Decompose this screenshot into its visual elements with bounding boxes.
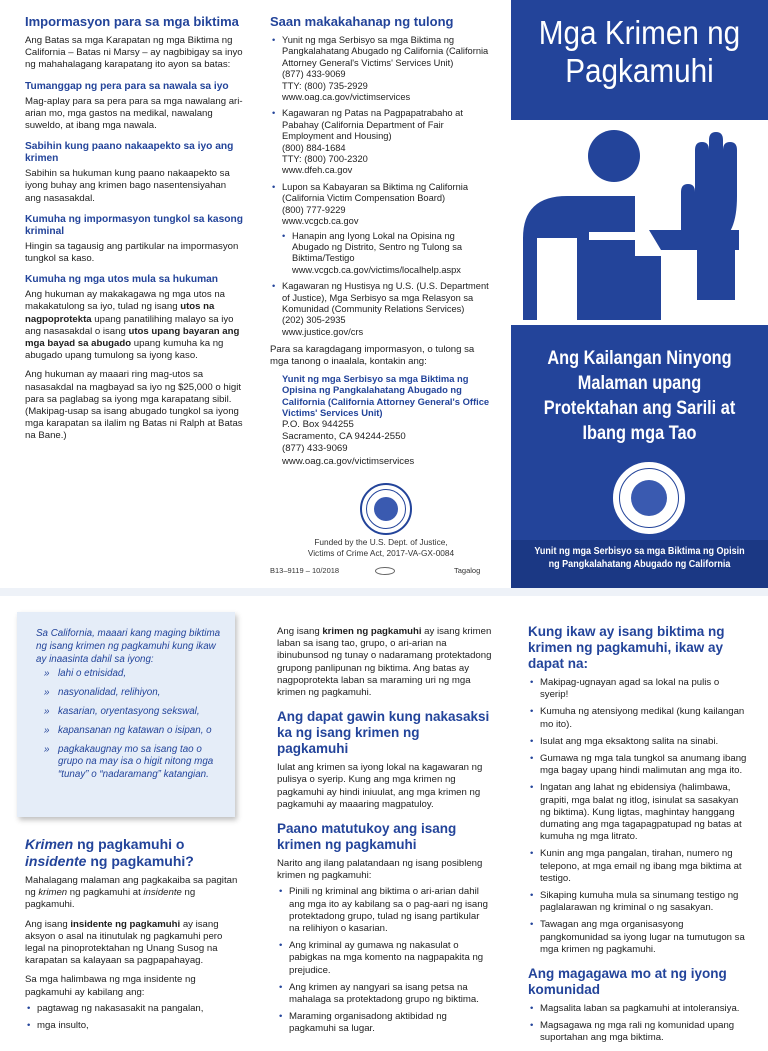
section-heading: Sabihin kung paano nakaapekto sa iyo ang krimen xyxy=(25,141,234,165)
community-heading: Ang magagawa mo at ng iyong komunidad xyxy=(528,966,727,998)
incident-example: • mga insulto, xyxy=(37,1020,240,1032)
union-bug-icon xyxy=(375,567,395,575)
agency-item: • Kagawaran ng Patas na Pagpapatrabaho at Pabahay (California Department of Fair Employment and Housing) (800) 884-1684 TTY: (800) 700-2320 www.dfeh.ca.gov xyxy=(282,108,492,176)
incident-example: • pagtawag ng nakasasakit na pangalan, xyxy=(37,1003,240,1015)
court-orders-paragraph: Ang hukuman ay makakagawa ng mga utos na makakatulong sa iyo, tulad ng isang utos na nagpoprotekta upang panatilihing malayo sa iyo ang nasasakdal o isang utos upang bayaran ang mga bayad sa abugado upang kumuha ka ng abugado upang tumulong sa iyong kaso. xyxy=(25,289,240,362)
hero-illustration xyxy=(511,120,768,325)
cover-footer xyxy=(511,540,768,592)
callout-item: » lahi o etnisidad, xyxy=(58,668,223,681)
indicator-list xyxy=(277,886,492,1035)
callout-list xyxy=(36,668,223,782)
victim-step: • Gumawa ng mga tala tungkol sa anumang ibang mga bagay upang hindi malimutan ang mga ito. xyxy=(540,753,750,777)
section-body: Sabihin sa hukuman kung paano nakaapekto sa iyong buhay ang krimen bago nasentensiyahan ang nasasakdal. xyxy=(25,168,230,204)
contact-link[interactable]: www.oag.ca.gov/victimservices xyxy=(282,455,415,467)
victim-info-heading: Impormasyon para sa mga biktima xyxy=(25,14,239,29)
callout-item: » pagkakaugnay mo sa isang tao o grupo na may isa o higit nitong mga “tunay” o “nadaramang” katangian. xyxy=(58,744,223,782)
agency-item: • Lupon sa Kabayaran sa Biktima ng California (California Victim Compensation Board) (800) 777-9229 www.vcgcb.ca.gov • Hanapin ang Iyong Lokal na Opisina ng Abugado ng Distrito, Sentro ng Tulong sa Biktima/Testigo www.vcgcb.ca.gov/victims/localhelp.aspx xyxy=(282,182,492,276)
indicator-item: • Ang krimen ay nangyari sa isang petsa na mahalaga sa protektadong grupo ng biktima. xyxy=(289,982,492,1006)
victim-step: • Sikaping kumuha mula sa sinumang testigo ng paglalarawan ng kriminal o ng sasakyan. xyxy=(540,890,750,914)
distinction-paragraph: Mahalagang malaman ang pagkakaiba sa pagitan ng krimen ng pagkamuhi at insidente ng pagkamuhi. xyxy=(25,875,238,911)
agency-link[interactable]: www.dfeh.ca.gov xyxy=(282,165,353,176)
indicator-item: • Maraming organisadong aktibidad ng pagkamuhi sa lugar. xyxy=(289,1011,492,1035)
victim-step: • Makipag-ugnayan agad sa lokal na pulis o syerip! xyxy=(540,677,750,701)
agency-link[interactable]: www.vcgcb.ca.gov xyxy=(282,216,359,227)
community-item: • Magsalita laban sa pagkamuhi at intoleransiya. xyxy=(540,1003,750,1015)
hate-crime-definition: Ang isang krimen ng pagkamuhi ay isang krimen laban sa isang tao, grupo, o ari-arian na ibinubunsod ng tunay o nadaramang protektadong grupong panlipunan ng biktima. Ang batas ay nagpoprotekta laban sa maraming uri ng mga krimen ng pagkamuhi. xyxy=(277,626,492,699)
callout-box xyxy=(17,612,235,817)
form-code: B13–9119 – 10/2018 xyxy=(270,566,340,575)
victim-step: • Ingatan ang lahat ng ebidensiya (halimbawa, grapiti, mga balat ng itlog, isinulat sa sasakyan ng biktima). Kung ligtas, maghintay hanggang dumating ang mga tagapagpatupad ng batas at kumuha ng mga litrato. xyxy=(540,782,750,843)
callout-item: » kasarian, oryentasyong sekswal, xyxy=(58,706,223,719)
agency-item: • Yunit ng mga Serbisyo sa mga Biktima ng Pangkalahatang Abugado ng California (California Attorney General's Victims' Services Unit) (877) 433-9069 TTY: (800) 735-2929 www.oag.ca.gov/victimservices xyxy=(282,35,492,103)
column-crime-vs-incident xyxy=(25,836,240,1038)
callout-intro: Sa California, maaari kang maging biktima ng isang krimen ng pagkamuhi kung ikaw ay inaasinta dahil sa iyong: xyxy=(36,628,221,665)
incident-examples-list xyxy=(25,1003,240,1032)
ag-seal-icon xyxy=(611,460,687,536)
victim-step: • Tawagan ang mga organisasyong pangkomunidad sa iyong lugar na tumutugon sa mga krimen ng pagkamuhi. xyxy=(540,919,750,956)
victim-step: • Isulat ang mga eksaktong salita na sinabi. xyxy=(540,736,750,748)
fold-gap xyxy=(0,588,768,596)
contact-address-line: Sacramento, CA 94244-2550 xyxy=(282,431,406,443)
section-heading: Kumuha ng mga utos mula sa hukuman xyxy=(25,274,219,286)
more-info-text: Para sa karagdagang impormasyon, o tulong sa mga tanong o inaalala, kontakin ang: xyxy=(270,344,475,368)
contact-unit-name: Yunit ng mga Serbisyo sa mga Biktima ng Opisina ng Pangkalahatang Abugado ng California (California Attorney General's Office Victims' Services Unit) xyxy=(282,372,490,419)
cover-footer-text: Yunit ng mga Serbisyo sa mga Biktima ng Opisin ng Pangkalahatang Abugado ng California xyxy=(534,545,745,570)
victim-steps-list xyxy=(528,677,750,956)
column-victim-steps xyxy=(528,624,750,1051)
agency-sub-list xyxy=(282,231,492,277)
funding-note: Funded by the U.S. Dept. of Justice, Victims of Crime Act, 2017-VA-GX-0084 xyxy=(307,537,455,558)
indicator-item: • Pinili ng kriminal ang biktima o ari-arian dahil ang mga ito ay kabilang sa o pag-aari ng isang protektadong grupo, tulad ng isang partikular na relihiyon o kasarian. xyxy=(289,886,492,935)
cover-panel xyxy=(511,0,768,592)
section-body: Hingin sa tagausig ang partikular na impormasyon tungkol sa kaso. xyxy=(25,240,239,265)
victim-step: • Kumuha ng atensiyong medikal (kung kailangan mo ito). xyxy=(540,706,750,730)
agency-list xyxy=(270,35,492,338)
civil-rights-paragraph: Ang hukuman ay maaari ring mag-utos sa nasasakdal na magbayad sa iyo ng $25,000 o higit para sa paglabag sa iyong mga karapatang sibil. (Makipag-usap sa isang abugado tungkol sa iyong mga karapatan sa ilalim ng Batas ni Ralph at Batas na Bane.) xyxy=(25,369,243,442)
column-witness xyxy=(277,626,492,1042)
incident-definition: Ang isang insidente ng pagkamuhi ay isang aksyon o asal na itinutulak ng pagkamuhi pero legal na pinoprotektahan ng Unang Susog na karapatan sa kalayaan sa pagpapahayag. xyxy=(25,918,223,967)
victim-steps-heading: Kung ikaw ay isang biktima ng krimen ng pagkamuhi, ikaw ay dapat na: xyxy=(528,624,725,671)
incident-examples-intro: Sa mga halimbawa ng mga insidente ng pagkamuhi ay kabilang ang: xyxy=(25,974,196,998)
identify-heading: Paano matutukoy ang isang krimen ng pagkamuhi xyxy=(277,821,457,853)
section-body: Mag-aplay para sa pera para sa mga nawalang ari-arian mo, mga gastos na medikal, nawalang suweldo, at ibang mga nawala. xyxy=(25,95,243,132)
person-stop-hand-icon xyxy=(511,120,768,325)
find-help-heading: Saan makakahanap ng tulong xyxy=(270,14,454,29)
section-heading: Kumuha ng impormasyon tungkol sa kasong kriminal xyxy=(25,213,243,237)
agency-link[interactable]: www.oag.ca.gov/victimservices xyxy=(282,92,411,103)
cover-subtitle: Ang Kailangan Ninyong Malaman upang Protektahan ang Sarili at Ibang mga Tao xyxy=(543,348,736,444)
crime-vs-incident-heading: Krimen ng pagkamuhi o insidente ng pagkamuhi? xyxy=(25,836,194,869)
language-label: Tagalog xyxy=(454,566,481,575)
cover-title: Mga Krimen ng Pagkamuhi xyxy=(538,14,741,89)
indicator-item: • Ang kriminal ay gumawa ng nakasulat o pabigkas na mga komento na nagpapakita ng prejudice. xyxy=(289,940,492,977)
callout-item: » nasyonalidad, relihiyon, xyxy=(58,687,223,700)
witness-heading: Ang dapat gawin kung nakasaksi ka ng isang krimen ng pagkamuhi xyxy=(277,709,490,757)
callout-item: » kapansanan ng katawan o isipan, o xyxy=(58,725,223,738)
column-victim-info xyxy=(25,14,243,450)
witness-paragraph: Iulat ang krimen sa iyong lokal na kagawaran ng pulisya o syerip. Kung ang mga krimen ng pagkamuhi ay hindi iniuulat, ang mga krimen ng pagkamuhi ay maaaring magpatuloy. xyxy=(277,762,483,810)
agency-link[interactable]: www.justice.gov/crs xyxy=(282,326,364,337)
contact-address-line: P.O. Box 944255 xyxy=(282,418,354,430)
community-item: • Magsagawa ng mga rali ng komunidad upang suportahan ang mga biktima. xyxy=(540,1020,750,1044)
victim-info-intro: Ang Batas sa mga Karapatan ng mga Biktima ng California – Batas ni Marsy – ay nagbibigay sa inyo ng mahahalagang karapatang ito ayon sa batas: xyxy=(25,35,243,71)
agency-sub-item: • Hanapin ang Iyong Lokal na Opisina ng Abugado ng Distrito, Sentro ng Tulong sa Biktima/Testigo www.vcgcb.ca.gov/victims/localhelp.aspx xyxy=(292,231,492,277)
ag-seal-small-icon xyxy=(360,483,412,535)
contact-block xyxy=(270,373,492,468)
column-find-help xyxy=(270,14,492,468)
agency-item: • Kagawaran ng Hustisya ng U.S. (U.S. Department of Justice), Mga Serbisyo sa mga Relasyon sa Komunidad (Community Relations Services) (202) 305-2935 www.justice.gov/crs xyxy=(282,281,492,338)
identify-intro: Narito ang ilang palatandaan ng isang posibleng krimen ng pagkamuhi: xyxy=(277,858,483,882)
section-heading: Tumanggap ng pera para sa nawala sa iyo xyxy=(25,80,229,92)
contact-phone: (877) 433-9069 xyxy=(282,443,348,455)
victim-step: • Kunin ang mga pangalan, tirahan, numero ng telepono, at mga email ng ibang mga biktima at testigo. xyxy=(540,848,750,885)
